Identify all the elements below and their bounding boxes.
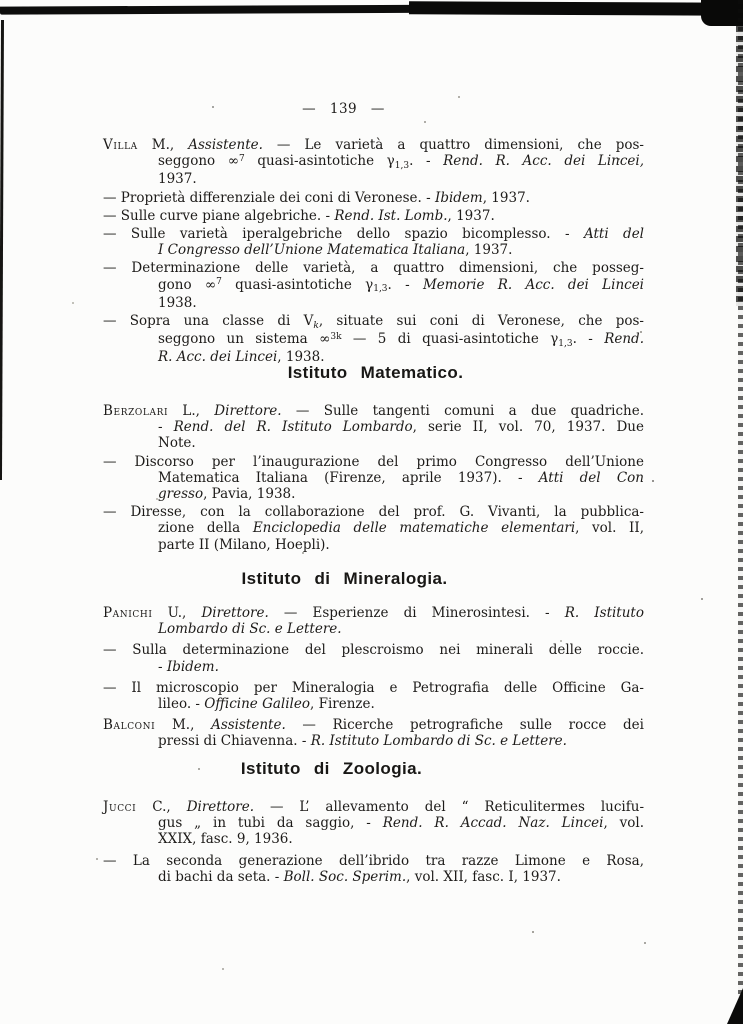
bibliography-entry xyxy=(103,313,644,366)
text-line xyxy=(103,717,644,733)
text-run: . - xyxy=(409,153,444,170)
text-run: , vol. XII, fasc. I, 1937. xyxy=(406,868,561,885)
text-run: Balconi xyxy=(103,717,156,734)
text-run: Assistente. xyxy=(211,717,286,734)
bibliography-entry xyxy=(103,799,644,848)
text-run: Berzolari xyxy=(103,403,169,419)
text-run: — Sulla determinazione del plescroismo nei minerali delle roccie. xyxy=(103,642,644,659)
text-run: Panichi xyxy=(103,605,153,621)
text-line xyxy=(103,208,644,224)
text-line xyxy=(103,190,644,206)
text-run: R. Istituto xyxy=(564,605,644,621)
text-line xyxy=(103,642,644,658)
page-content xyxy=(103,0,644,1024)
text-run: XXIX, fasc. 9, 1936. xyxy=(158,831,293,848)
bibliography-entry xyxy=(103,504,644,553)
text-line xyxy=(103,504,644,520)
bibliography-entry xyxy=(103,642,644,674)
text-run: — Proprietà differenziale dei coni di Veronese. - xyxy=(103,189,435,206)
text-run: 1,3 xyxy=(394,160,410,171)
text-run: Villa xyxy=(103,137,138,153)
text-run: quasi-asintotiche γ xyxy=(244,153,395,170)
scan-artifact-top-right-corner xyxy=(701,0,743,26)
text-run: Assistente. xyxy=(188,137,263,153)
text-run: quasi-asintotiche γ xyxy=(221,276,374,293)
entry-list xyxy=(103,403,644,553)
entry-list xyxy=(103,605,644,750)
text-run: Enciclopedia delle matematiche elementari xyxy=(252,520,576,537)
text-run: — Sopra una classe di V xyxy=(103,313,314,330)
text-run: — Il microscopio per Mineralogia e Petrografia delle Officine Ga- xyxy=(103,679,644,696)
text-run: — Ricerche petrografiche sulle rocce dei xyxy=(285,717,644,734)
text-line xyxy=(103,520,644,536)
bibliography-entry xyxy=(103,605,644,637)
bibliography-entry xyxy=(103,853,644,885)
text-run: 7 xyxy=(216,277,222,288)
text-line xyxy=(103,799,644,815)
text-run: 3k xyxy=(330,331,342,342)
text-run: k xyxy=(313,320,319,331)
text-run: — Esperienze di Minerosintesi. - xyxy=(268,605,565,621)
section-heading-istituto-di-zoologia: Istituto di Zoologia. xyxy=(240,759,423,778)
text-line xyxy=(103,137,644,153)
text-run: 1937. xyxy=(158,171,197,188)
text-run: , serie II, vol. 70, 1937. Due xyxy=(412,419,644,436)
text-run: R. Istituto Lombardo di Sc. e Lettere. xyxy=(310,733,567,750)
text-run: Lombardo di Sc. e Lettere. xyxy=(158,621,342,638)
bibliography-entry xyxy=(103,680,644,712)
text-run: — 5 di quasi-asintotiche γ xyxy=(341,331,559,348)
bibliography-entry xyxy=(103,454,644,503)
text-run: seggono un sistema ∞ xyxy=(158,331,331,348)
text-line xyxy=(103,659,644,675)
text-run: - xyxy=(158,658,167,675)
text-run: — Sulle tangenti comuni a due quadriche. xyxy=(281,403,644,419)
text-line xyxy=(103,696,644,712)
text-run: Rend. Ist. Lomb. xyxy=(334,207,448,224)
bibliography-entry xyxy=(103,403,644,452)
text-run: Direttore. xyxy=(201,605,269,621)
text-run: Boll. Soc. Sperim. xyxy=(283,868,407,885)
text-line xyxy=(103,295,644,311)
text-run: I Congresso dell’Unione Matematica Italiana xyxy=(158,242,466,259)
section-heading-istituto-di-mineralogia: Istituto di Mineralogia. xyxy=(241,569,448,588)
bibliography-entry xyxy=(103,190,644,206)
text-run: parte II (Milano, Hoepli). xyxy=(158,536,330,553)
text-run: Rend. xyxy=(604,331,644,348)
text-line xyxy=(103,869,644,885)
bibliography-entry xyxy=(103,260,644,311)
text-run: 1938. xyxy=(158,294,197,311)
text-run: Rend. R. Acc. dei Lincei, xyxy=(443,153,645,170)
text-run: Direttore. xyxy=(186,799,254,815)
text-line xyxy=(103,331,644,349)
text-line xyxy=(103,403,644,419)
text-run: — L’ allevamento del “ Reticulitermes lucifu- xyxy=(253,799,644,815)
bibliography-entry xyxy=(103,717,644,749)
text-line xyxy=(103,242,644,258)
text-run: , situate sui coni di Veronese, che pos- xyxy=(318,313,644,330)
text-line xyxy=(103,260,644,276)
text-run: , vol. II, xyxy=(575,520,644,537)
text-run: di bachi da seta. - xyxy=(158,868,284,885)
text-line xyxy=(103,454,644,470)
text-run: , Pavia, 1938. xyxy=(203,486,296,503)
text-run: , 1938. xyxy=(277,349,325,366)
text-run: 7 xyxy=(239,153,245,164)
entry-list xyxy=(103,799,644,885)
text-run: pressi di Chiavenna. - xyxy=(158,733,311,750)
text-run: zione della xyxy=(158,520,253,537)
text-run: Note. xyxy=(158,435,196,452)
text-run: — Sulle varietà iperalgebriche dello spazio bicomplesso. - xyxy=(103,226,584,243)
text-line xyxy=(103,853,644,869)
text-run: lileo. - xyxy=(158,696,205,713)
text-run: 1,3 xyxy=(558,338,573,349)
scan-artifact-left-edge-line xyxy=(0,20,3,480)
text-run: seggono ∞ xyxy=(158,153,239,170)
text-line xyxy=(103,605,644,621)
text-run: 1,3 xyxy=(373,284,388,295)
text-run: — Discorso per l’inaugurazione del primo Congresso dell’Unione xyxy=(103,453,644,470)
text-line xyxy=(103,537,644,553)
text-run: C., xyxy=(136,799,187,815)
text-run: Atti del Con xyxy=(538,469,644,486)
text-run: , 1937. xyxy=(447,207,495,224)
text-run: Jucci xyxy=(103,799,137,815)
bibliography-entry xyxy=(103,226,644,258)
text-line xyxy=(103,680,644,696)
text-line xyxy=(103,815,644,831)
text-run: L., xyxy=(168,403,215,419)
text-run: Ibidem xyxy=(434,189,483,206)
text-run: , 1937. xyxy=(482,189,530,206)
text-line xyxy=(103,313,644,331)
text-run: — Diresse, con la collaborazione del prof. G. Vivanti, la pubblica- xyxy=(103,504,644,521)
text-line xyxy=(103,171,644,187)
text-run: U., xyxy=(152,605,202,621)
text-run: Ibidem. xyxy=(166,658,219,675)
text-run: — La seconda generazione dell’ibrido tra razze Limone e Rosa, xyxy=(103,852,644,869)
text-line xyxy=(103,277,644,295)
text-run: gono ∞ xyxy=(158,276,217,293)
text-line xyxy=(103,419,644,435)
text-line xyxy=(103,621,644,637)
text-run: , vol. xyxy=(603,815,645,832)
text-run: — Determinazione delle varietà, a quattro dimensioni, che posseg- xyxy=(103,260,644,277)
entry-list xyxy=(103,137,644,366)
bibliography-entry xyxy=(103,208,644,224)
text-run: Officine Galileo xyxy=(204,696,310,713)
text-line xyxy=(103,435,644,451)
text-run: - xyxy=(158,419,174,436)
text-run: , Firenze. xyxy=(310,696,375,713)
text-run: — Le varietà a quattro dimensioni, che pos- xyxy=(262,137,644,153)
scan-artifact-right-edge-dense xyxy=(736,26,743,306)
scan-noise-speckles xyxy=(0,0,2,2)
section-heading-istituto-matematico: Istituto Matematico. xyxy=(287,363,464,382)
text-run: . - xyxy=(387,276,423,293)
text-run: Direttore. xyxy=(214,403,282,419)
text-line xyxy=(103,470,644,486)
text-run: gresso xyxy=(158,486,204,503)
text-line xyxy=(103,733,644,749)
text-line xyxy=(103,486,644,502)
text-run: , 1937. xyxy=(465,242,513,259)
text-run: M., xyxy=(137,137,189,153)
text-run: . - xyxy=(572,331,605,348)
text-run: Memorie R. Acc. dei Lincei xyxy=(422,276,645,293)
text-run: Rend. del R. Istituto Lombardo xyxy=(173,419,413,436)
text-run: M., xyxy=(155,717,212,734)
text-run: Matematica Italiana (Firenze, aprile 1937). - xyxy=(158,469,539,486)
text-run: gus „ in tubi da saggio, - xyxy=(158,815,383,832)
text-run: Rend. R. Accad. Naz. Lincei xyxy=(382,815,604,832)
text-line xyxy=(103,831,644,847)
text-line xyxy=(103,153,644,171)
page-number: — 139 — xyxy=(302,101,385,117)
text-line xyxy=(103,226,644,242)
text-run: R. Acc. dei Lincei xyxy=(158,349,278,366)
bibliography-entry xyxy=(103,137,644,188)
text-run: Atti del xyxy=(583,226,644,243)
text-run: — Sulle curve piane algebriche. - xyxy=(103,207,335,224)
